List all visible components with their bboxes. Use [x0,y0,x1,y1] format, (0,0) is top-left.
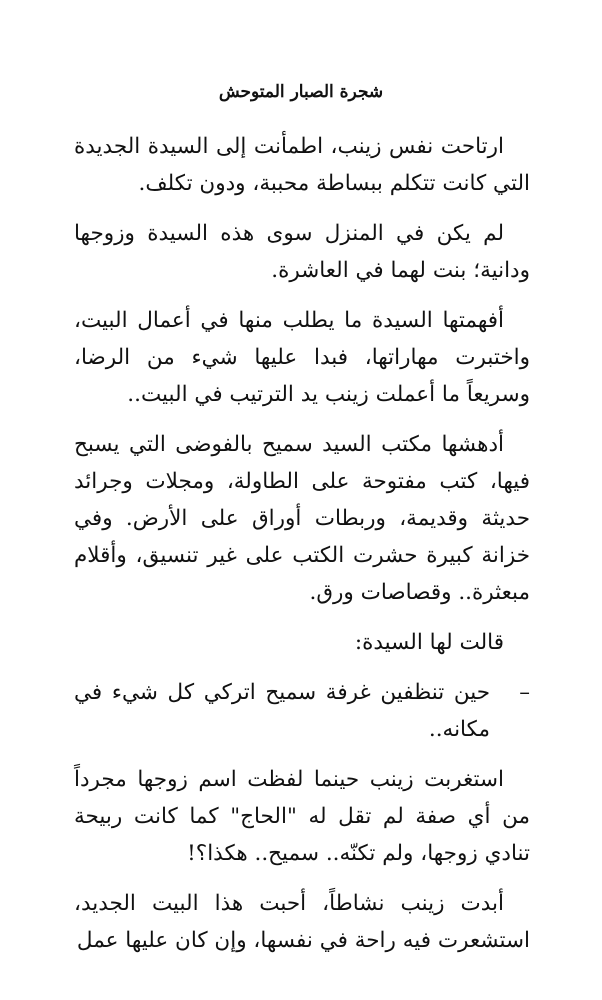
chapter-title: شجرة الصبار المتوحش [218,82,384,102]
paragraph-3: أفهمتها السيدة ما يطلب منها في أعمال البيت، واختبرت مهاراتها، فبدا عليها شيء من الرضا، وسريعاً ما أعملت زينب يد الترتيب في البيت.. [74,308,530,407]
body-text [74,128,530,972]
paragraph-1: ارتاحت نفس زينب، اطمأنت إلى السيدة الجديدة التي كانت تتكلم ببساطة محببة، ودون تكلف. [74,134,530,196]
paragraph-7: أبدت زينب نشاطاً، أحبت هذا البيت الجديد، استشعرت فيه راحة في نفسها، وإن كان عليها عمل [74,891,530,953]
paragraph-4: أدهشها مكتب السيد سميح بالفوضى التي يسبح فيها، كتب مفتوحة على الطاولة، ومجلات وجرائد حديثة وقديمة، وربطات أوراق على الأرض. وفي خزانة كبيرة حشرت الكتب على غير تنسيق، وأقلام مبعثرة.. وقصاصات ورق. [74,432,530,605]
paragraph-6: استغربت زينب حينما لفظت اسم زوجها مجرداً من أي صفة لم تقل له "الحاج" كما كانت ربيحة تنادي زوجها، ولم تكنّه.. سميح.. هكذا؟! [74,767,530,866]
dialogue-line [74,674,530,748]
dialogue-dash: – [519,680,530,705]
paragraph-2: لم يكن في المنزل سوى هذه السيدة وزوجها ودانية؛ بنت لهما في العاشرة. [74,221,530,283]
paragraph-5: قالت لها السيدة: [354,630,504,655]
dialogue-text: حين تنظفين غرفة سميح اتركي كل شيء في مكانه.. [74,680,490,742]
